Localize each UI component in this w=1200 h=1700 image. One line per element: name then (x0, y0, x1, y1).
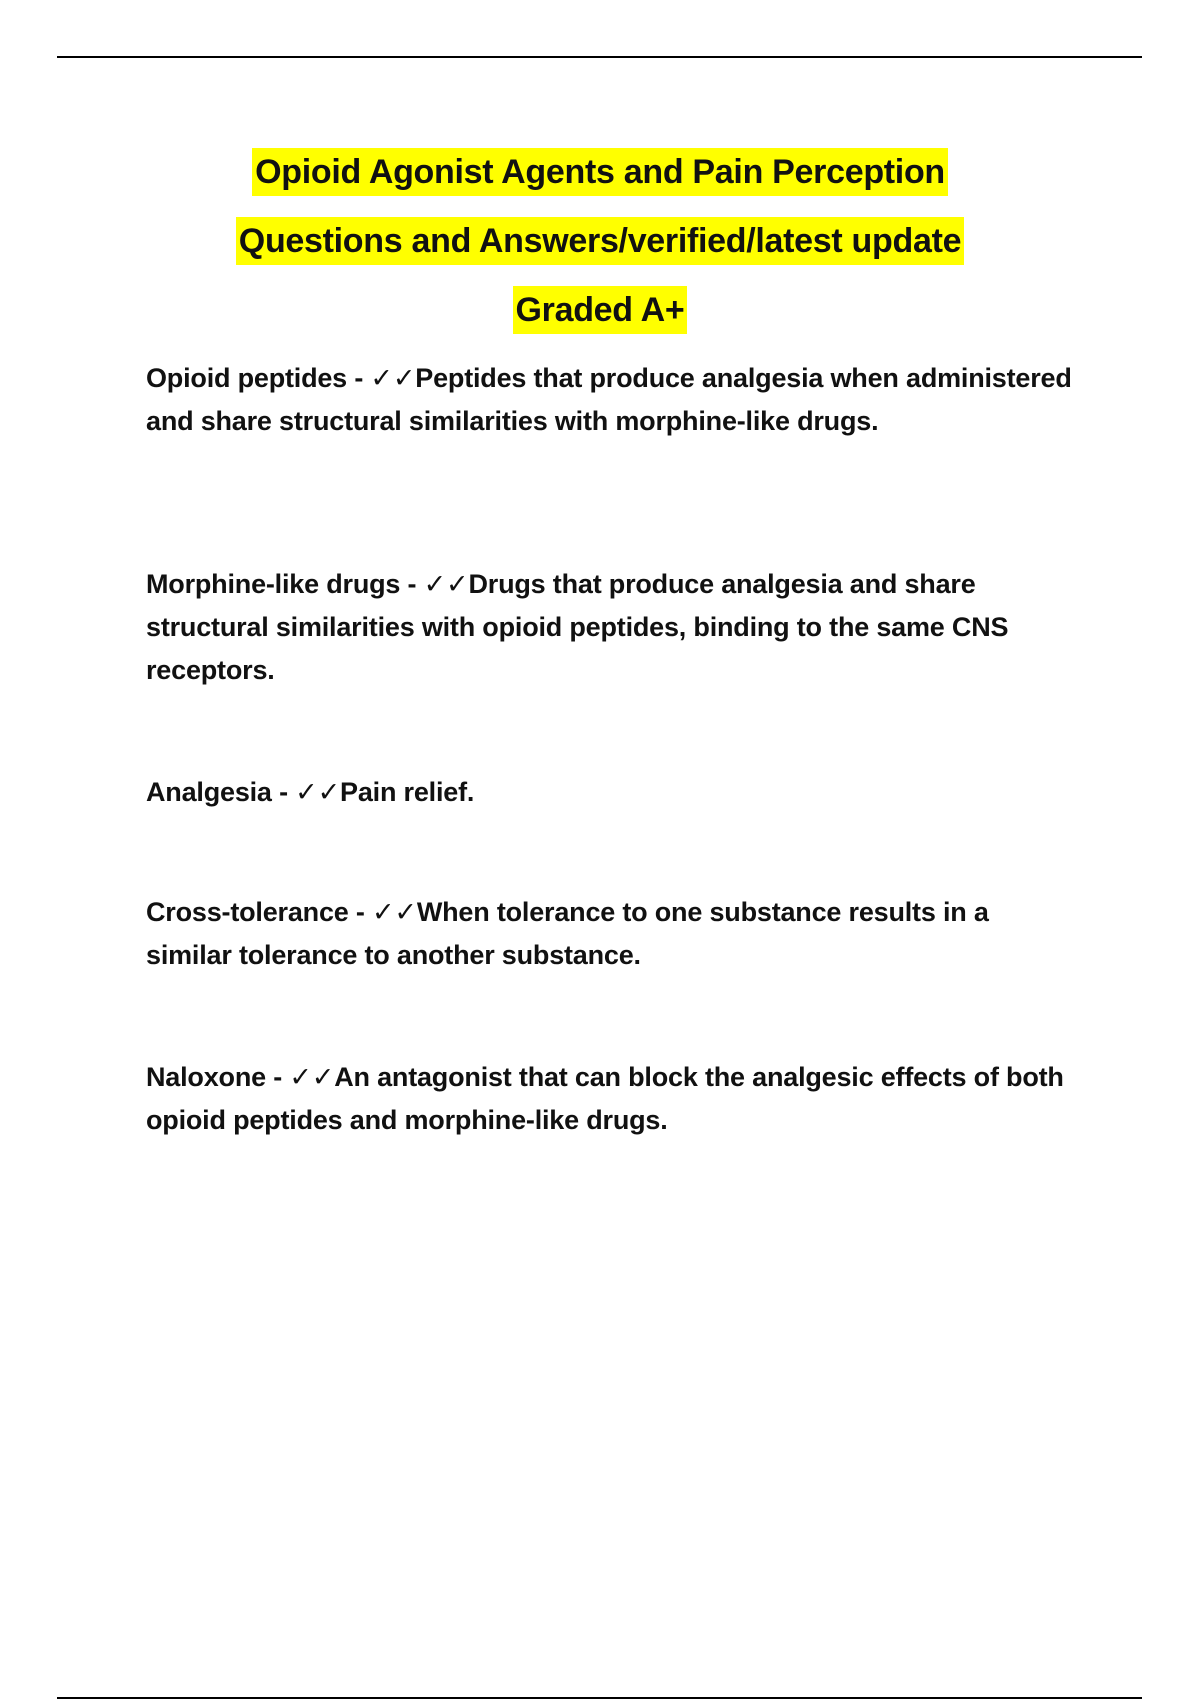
entry-definition: Pain relief. (340, 777, 475, 807)
footer-rule (57, 1697, 1142, 1699)
entry-term: Naloxone (146, 1062, 266, 1092)
entry-term: Cross-tolerance (146, 897, 349, 927)
entry-separator: - (271, 777, 296, 807)
double-check-icon: ✓✓ (370, 363, 416, 394)
entry-definition: When tolerance to one substance results in a similar tolerance to another substance. (146, 897, 989, 970)
entry-term: Analgesia (146, 777, 272, 807)
double-check-icon: ✓✓ (289, 1062, 335, 1093)
qa-entry-analgesia (146, 771, 1076, 814)
title-line-1: Opioid Agonist Agents and Pain Perception (252, 148, 948, 196)
double-check-icon: ✓✓ (371, 897, 417, 928)
double-check-icon: ✓✓ (295, 777, 341, 808)
entry-separator: - (348, 897, 372, 927)
document-title (0, 144, 1200, 351)
entry-definition: Drugs that produce analgesia and share structural similarities with opioid peptides, binding to the same CNS receptors. (146, 569, 1009, 685)
header-rule (57, 56, 1142, 58)
entry-term: Opioid peptides (146, 363, 348, 393)
qa-entry-morphine-like-drugs (146, 563, 1076, 692)
entry-separator: - (265, 1062, 290, 1092)
title-line-3: Graded A+ (513, 286, 688, 334)
entry-term: Morphine-like drugs (146, 569, 401, 599)
entry-separator: - (400, 569, 424, 599)
title-line-2: Questions and Answers/verified/latest update (236, 217, 964, 265)
entry-definition: An antagonist that can block the analgesic effects of both opioid peptides and morphine-like drugs. (146, 1062, 1064, 1135)
qa-entry-cross-tolerance (146, 891, 1076, 977)
double-check-icon: ✓✓ (423, 569, 469, 600)
qa-entry-naloxone (146, 1056, 1076, 1142)
entry-definition: Peptides that produce analgesia when administered and share structural similarities with morphine-like drugs. (146, 363, 1072, 436)
entry-separator: - (347, 363, 371, 393)
qa-entry-opioid-peptides (146, 357, 1076, 443)
